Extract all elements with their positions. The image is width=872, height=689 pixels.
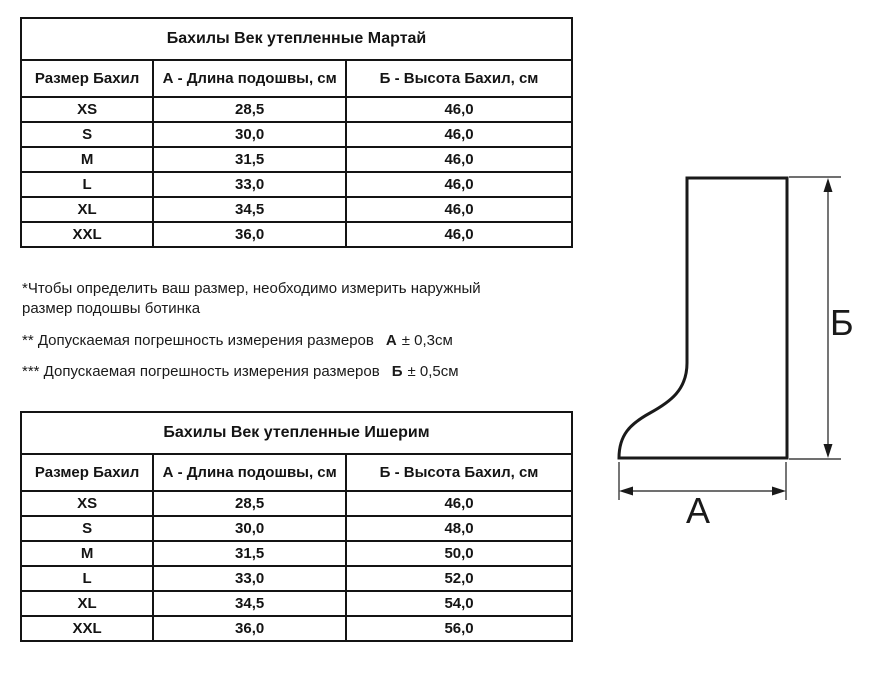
table-cell: 46,0 [346, 97, 572, 122]
note-tolerance-a [22, 331, 582, 351]
table-cell: S [21, 122, 153, 147]
table-cell: 46,0 [346, 222, 572, 247]
table-cell: XXL [21, 616, 153, 641]
table-cell: 30,0 [153, 516, 346, 541]
table-title: Бахилы Век утепленные Мартай [21, 18, 572, 60]
column-header: Б - Высота Бахил, см [346, 60, 572, 97]
size-table-isherim [20, 411, 573, 642]
arrowhead-down-icon [824, 444, 833, 458]
table-cell: XS [21, 491, 153, 516]
table-row [21, 172, 572, 197]
table-cell: 31,5 [153, 147, 346, 172]
table-cell: 46,0 [346, 122, 572, 147]
table-cell: 34,5 [153, 591, 346, 616]
arrowhead-up-icon [824, 178, 833, 192]
table-cell: 30,0 [153, 122, 346, 147]
table-cell: L [21, 566, 153, 591]
table-cell: 33,0 [153, 566, 346, 591]
table-row [21, 147, 572, 172]
width-label: А [686, 490, 711, 531]
table-row [21, 516, 572, 541]
table-cell: L [21, 172, 153, 197]
table-cell: M [21, 147, 153, 172]
column-header: Размер Бахил [21, 60, 153, 97]
table-title: Бахилы Век утепленные Ишерим [21, 412, 572, 454]
table-cell: XL [21, 591, 153, 616]
table-cell: 52,0 [346, 566, 572, 591]
table-cell: 46,0 [346, 172, 572, 197]
size-table-martay-section [20, 17, 573, 248]
table-cell: 28,5 [153, 491, 346, 516]
table-cell: 46,0 [346, 197, 572, 222]
table-row [21, 491, 572, 516]
note-tolerance-a-letter: А [385, 332, 397, 349]
table-cell: 56,0 [346, 616, 572, 641]
footnotes [22, 279, 582, 382]
note-how-to-measure [22, 279, 527, 319]
table-cell: 46,0 [346, 491, 572, 516]
arrowhead-left-icon [619, 487, 633, 496]
note-tolerance-b [22, 362, 582, 382]
table-cell: 28,5 [153, 97, 346, 122]
table-cell: XXL [21, 222, 153, 247]
note-tolerance-b-text: *** Допускаемая погрешность измерения размеров [22, 363, 380, 380]
table-row [21, 122, 572, 147]
note-tolerance-b-value: ± 0,5см [407, 363, 459, 380]
table-row [21, 616, 572, 641]
height-label: Б [830, 302, 854, 343]
note-tolerance-a-value: ± 0,3см [401, 332, 453, 349]
column-header: Б - Высота Бахил, см [346, 454, 572, 491]
table-cell: M [21, 541, 153, 566]
size-table-isherim-section [20, 411, 573, 642]
table-cell: 48,0 [346, 516, 572, 541]
table-row [21, 566, 572, 591]
table-row [21, 222, 572, 247]
boot-outline [619, 178, 787, 458]
table-row [21, 197, 572, 222]
note-how-to-measure-text: *Чтобы определить ваш размер, необходимо измерить наружный размер подошвы ботинка [22, 280, 481, 317]
table-cell: 33,0 [153, 172, 346, 197]
column-header: Размер Бахил [21, 454, 153, 491]
table-cell: 54,0 [346, 591, 572, 616]
arrowhead-right-icon [772, 487, 786, 496]
column-header: А - Длина подошвы, см [153, 60, 346, 97]
table-row [21, 591, 572, 616]
note-tolerance-a-text: ** Допускаемая погрешность измерения размеров [22, 332, 374, 349]
table-row [21, 541, 572, 566]
table-cell: 50,0 [346, 541, 572, 566]
note-tolerance-b-letter: Б [391, 363, 403, 380]
table-cell: 36,0 [153, 616, 346, 641]
table-cell: 31,5 [153, 541, 346, 566]
table-cell: 34,5 [153, 197, 346, 222]
table-cell: 36,0 [153, 222, 346, 247]
table-row [21, 97, 572, 122]
size-table-martay [20, 17, 573, 248]
boot-diagram [600, 150, 872, 540]
table-cell: XL [21, 197, 153, 222]
column-header: А - Длина подошвы, см [153, 454, 346, 491]
table-cell: 46,0 [346, 147, 572, 172]
table-cell: XS [21, 97, 153, 122]
table-cell: S [21, 516, 153, 541]
